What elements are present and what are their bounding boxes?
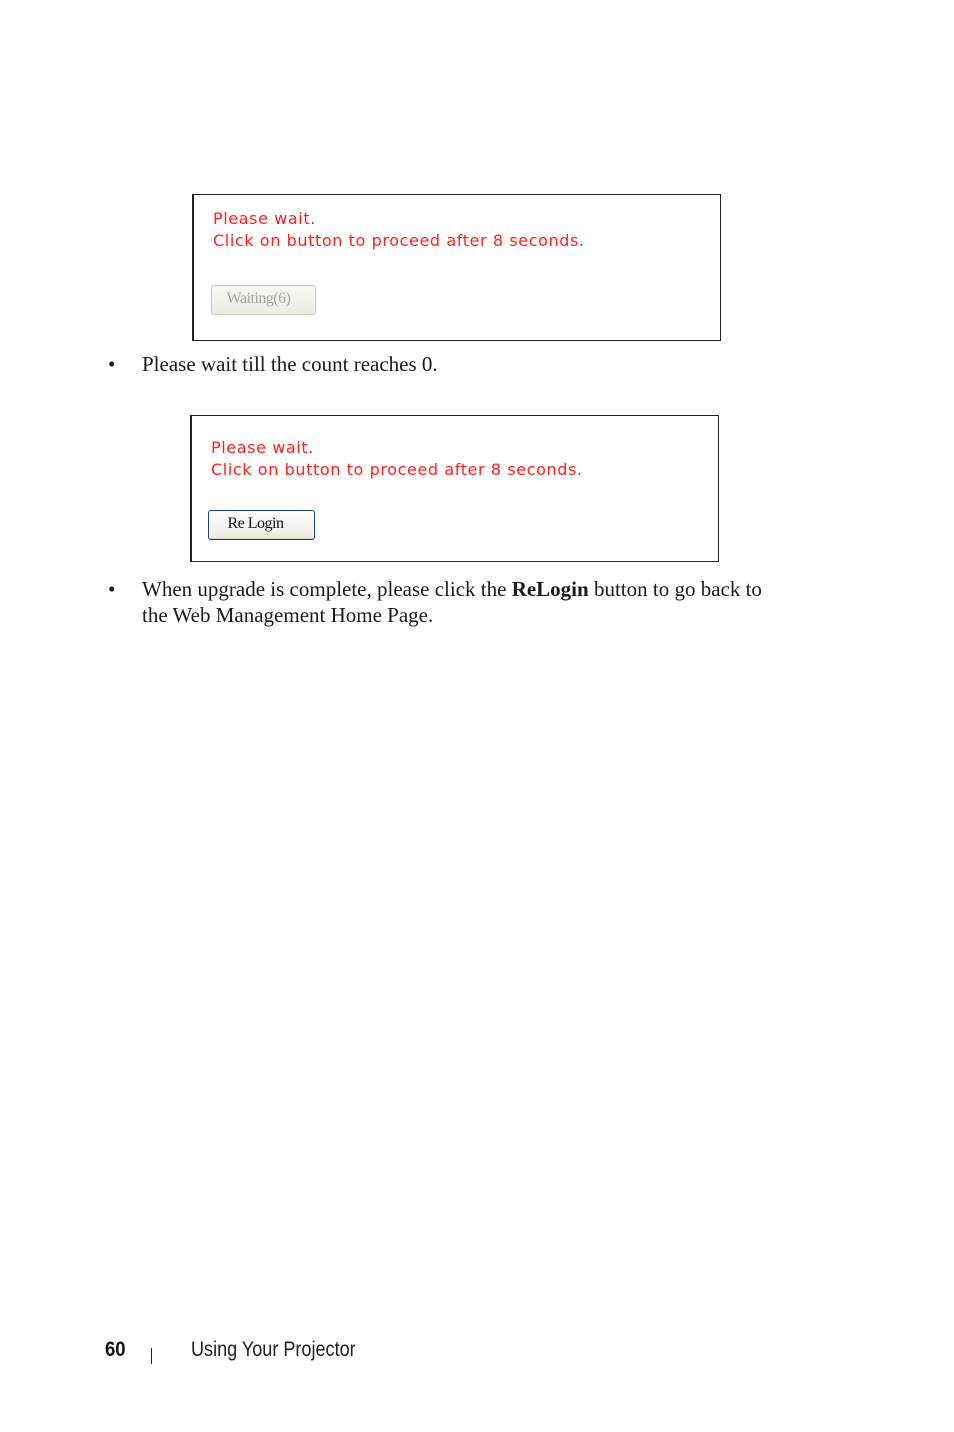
please-wait-text: Please wait. (213, 209, 316, 228)
page-number: 60 (105, 1338, 126, 1361)
please-wait-text: Please wait. (211, 438, 314, 457)
bullet-text-before: When upgrade is complete, please click the (142, 577, 512, 601)
bullet-marker: • (108, 577, 116, 601)
relogin-term: ReLogin (511, 577, 589, 601)
waiting-screenshot (192, 194, 721, 341)
bullet-text: Please wait till the count reaches 0. (142, 352, 438, 376)
waiting-button: Waiting(6) (211, 285, 316, 315)
chapter-title: Using Your Projector (191, 1338, 356, 1361)
bullet-text-line2: the Web Management Home Page. (142, 603, 434, 627)
footer-divider (151, 1348, 152, 1364)
relogin-button[interactable]: Re Login (208, 510, 315, 540)
proceed-instruction-text: Click on button to proceed after 8 seconds. (211, 460, 583, 479)
bullet-text (142, 576, 762, 628)
relogin-message (211, 437, 583, 481)
relogin-screenshot (190, 415, 719, 562)
page-footer (0, 1336, 954, 1366)
bullet-text-after: button to go back to (588, 577, 762, 601)
bullet-marker: • (108, 352, 116, 376)
proceed-instruction-text: Click on button to proceed after 8 seconds. (213, 231, 585, 250)
waiting-message (213, 208, 585, 252)
